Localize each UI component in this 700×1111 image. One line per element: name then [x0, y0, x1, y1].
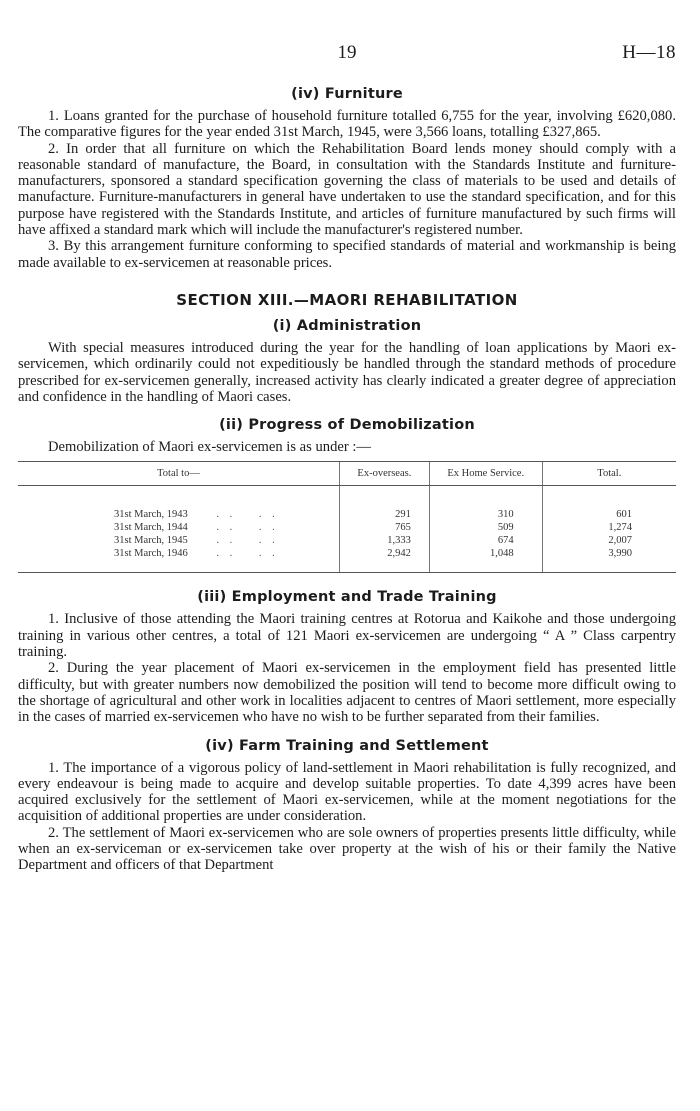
- row-total: 3,990: [542, 547, 676, 572]
- leader-dots: . .: [258, 509, 279, 521]
- row-total: 2,007: [542, 534, 676, 547]
- leader-dots: . .: [258, 535, 279, 547]
- employment-paragraph-2: 2. During the year placement of Maori ex-servicemen in the employment field has presented little difficulty, but with greater numbers now demobilized the position will tend to become more difficult owing to the shortage of agricultural and other work in localities adjacent to centres of Maori settlement, more especially in the cases of married ex-servicemen who have no wish to be further separated from their families.: [18, 660, 676, 726]
- page-number: 19: [337, 42, 357, 63]
- furniture-paragraph-2: 2. In order that all furniture on which the Rehabilitation Board lends money should comply with a reasonable standard of manufacture, the Board, in consultation with the Standards Institute and furniture-manufacturers, sponsored a standard specification governing the class of materials to be used and details of manufacture. Furniture-manufacturers in general have undertaken to use the standard specification, and for this purpose have registered with the Standards Institute, and articles of furniture manufactured by such firms will have affixed a standard mark which will include the manufacturer's registered number.: [18, 140, 676, 239]
- column-header-total: Total.: [542, 462, 676, 486]
- row-total: 1,274: [542, 521, 676, 534]
- row-total: 601: [542, 486, 676, 522]
- row-ex-home-service: 674: [429, 534, 542, 547]
- leader-dots: . .: [216, 509, 237, 521]
- leader-dots: . .: [216, 522, 237, 534]
- furniture-paragraph-3: 3. By this arrangement furniture conforming to specified standards of material and workmanship is being made available to ex-servicemen at reasonable prices.: [18, 238, 676, 271]
- row-ex-overseas: 765: [339, 521, 429, 534]
- row-date: 31st March, 1943: [114, 509, 188, 521]
- row-date: 31st March, 1946: [114, 548, 188, 560]
- column-header-ex-home-service: Ex Home Service.: [429, 462, 542, 486]
- leader-dots: . .: [216, 548, 237, 560]
- leader-dots: . .: [258, 522, 279, 534]
- table-row: [18, 486, 676, 522]
- row-ex-home-service: 1,048: [429, 547, 542, 572]
- farm-paragraph-1: 1. The importance of a vigorous policy of land-settlement in Maori rehabilitation is fully recognized, and every endeavour is being made to acquire and develop suitable properties. To date 4,399 acres have been acquired exclusively for the settlement of Maori ex-servicemen, while at the moment negotiations for the acquisition of additional properties are under consideration.: [18, 759, 676, 825]
- furniture-paragraph-1: 1. Loans granted for the purchase of household furniture totalled 6,755 for the year, involving £620,080. The comparative figures for the year ended 31st March, 1945, were 3,566 loans, totalling £327,865.: [18, 108, 676, 141]
- farm-paragraph-2: 2. The settlement of Maori ex-servicemen who are sole owners of properties presents little difficulty, while when an ex-serviceman or ex-servicemen take over property at the wish of his or their family the Native Department and officers of that Department: [18, 824, 676, 874]
- row-date: 31st March, 1945: [114, 535, 188, 547]
- page-header: [18, 0, 676, 70]
- demobilization-heading: (ii) Progress of Demobilization: [219, 417, 475, 434]
- column-header-total-to: Total to—: [18, 462, 339, 486]
- employment-heading: (iii) Employment and Trade Training: [197, 589, 497, 606]
- furniture-heading: (iv) Furniture: [291, 86, 403, 102]
- administration-paragraph: With special measures introduced during the year for the handling of loan applications by Maori ex-servicemen, which ordinarily could not expeditiously be handled through the standard methods of procedure prescribed for ex-servicemen generally, increased activity has clearly indicated a greater degree of appreciation and confidence in the handling of Maori cases.: [18, 339, 676, 405]
- table-row: [18, 547, 676, 572]
- table-row: [18, 521, 676, 534]
- leader-dots: . .: [258, 548, 279, 560]
- demobilization-table: [18, 461, 676, 573]
- demobilization-intro: Demobilization of Maori ex-servicemen is as under :—: [48, 439, 371, 456]
- employment-paragraph-1: 1. Inclusive of those attending the Maori training centres at Rotorua and Kaikohe and those undergoing training in various other centres, a total of 121 Maori ex-servicemen are undergoing “ A ” Class carpentry training.: [18, 611, 676, 661]
- column-header-ex-overseas: Ex-overseas.: [339, 462, 429, 486]
- row-date: 31st March, 1944: [114, 522, 188, 534]
- table-row: [18, 534, 676, 547]
- document-page: [18, 0, 676, 874]
- leader-dots: . .: [216, 535, 237, 547]
- row-ex-home-service: 509: [429, 521, 542, 534]
- farm-heading: (iv) Farm Training and Settlement: [205, 737, 489, 754]
- row-ex-overseas: 2,942: [339, 547, 429, 572]
- table-header-row: [18, 462, 676, 486]
- row-ex-overseas: 1,333: [339, 534, 429, 547]
- document-reference: H—18: [622, 42, 676, 63]
- row-ex-overseas: 291: [339, 486, 429, 522]
- row-ex-home-service: 310: [429, 486, 542, 522]
- section-title: SECTION XIII.—MAORI REHABILITATION: [176, 290, 518, 309]
- administration-heading: (i) Administration: [272, 317, 422, 334]
